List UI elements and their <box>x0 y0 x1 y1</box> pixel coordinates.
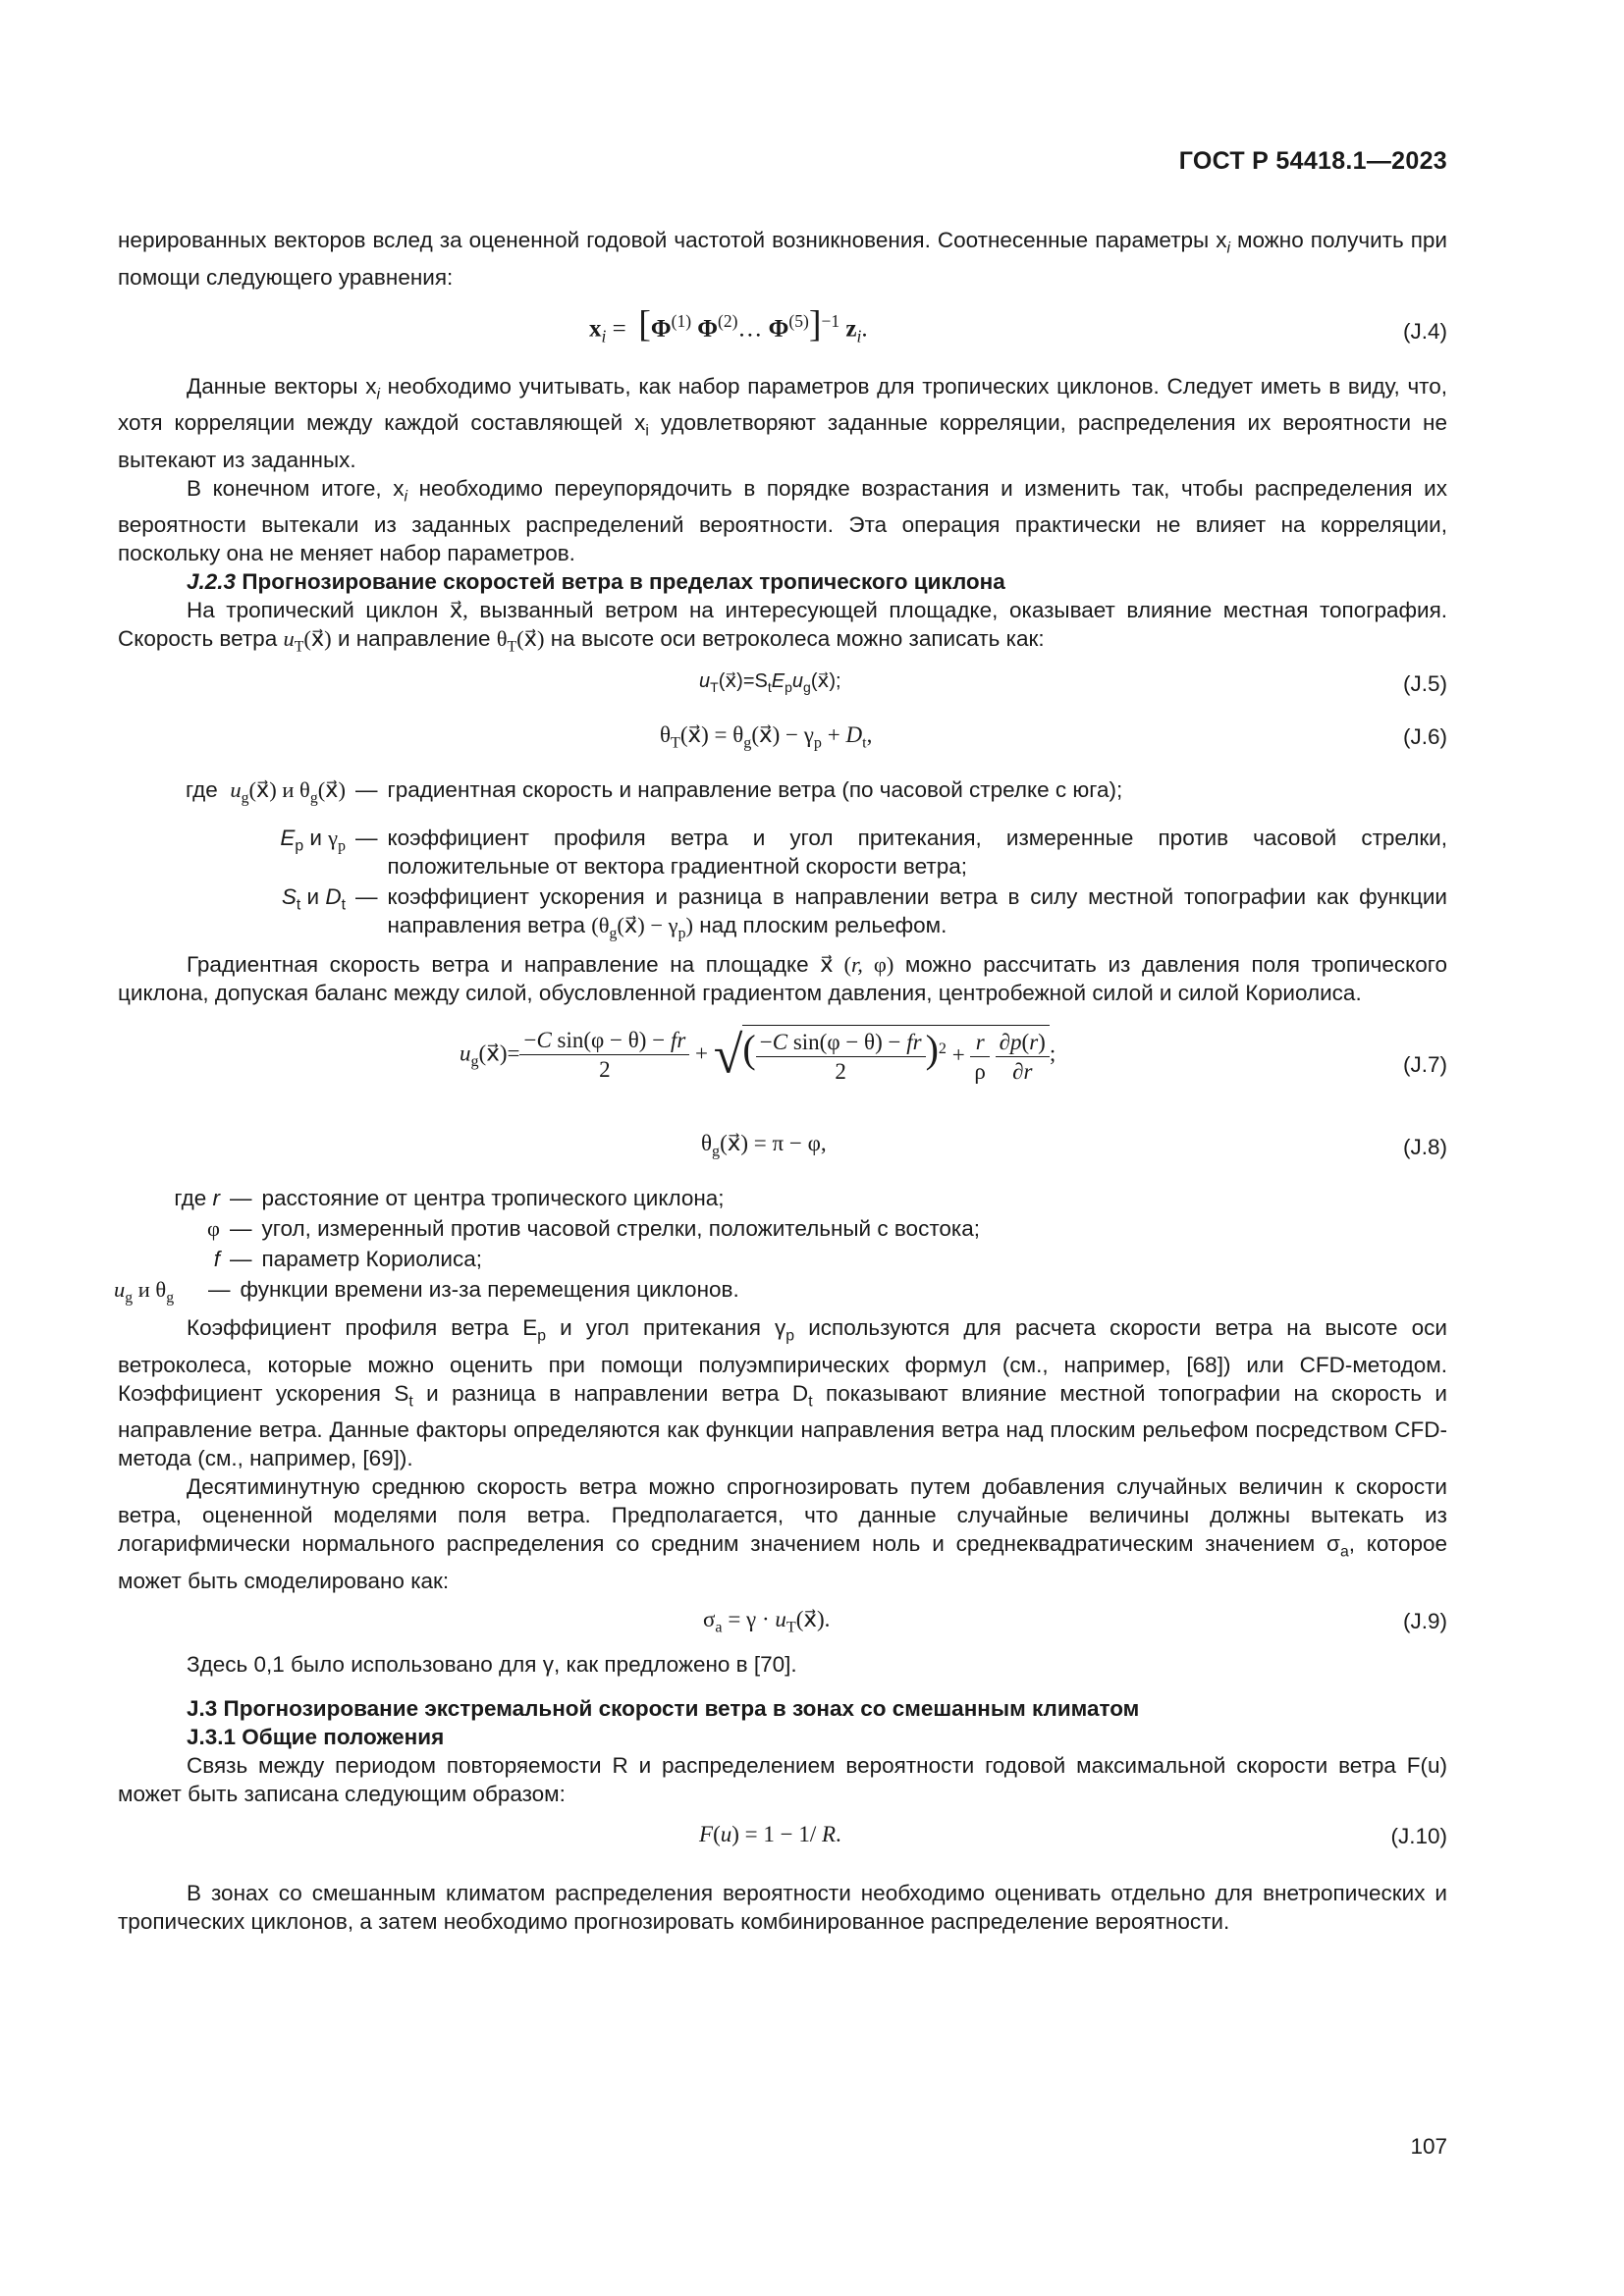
equation-j6: $\theta_T(x⃗)$ = $\theta_g(x⃗) - \gamma_p + D_t$, (J.6) <box>660 721 1447 752</box>
definition-item: $S_t$ и $D_t$ — коэффициент ускорения и разница в направлении ветра в силу местной топографии как функции направления ветра $(\theta_g(x⃗) - \gamma_p)$ над плоским рельефом. <box>281 884 1447 942</box>
definition-item: где $u_g(x⃗)$ и $\theta_g(x⃗)$ — градиентная скорость и направление ветра (по часовой стрелке с юга); <box>185 776 1123 806</box>
section-heading: J.3 Прогнозирование экстремальной скорости ветра в зонах со смешанным климатом <box>187 1695 1140 1721</box>
paragraph: На тропический циклон x⃗, вызванный ветром на интересующей площадке, оказывает влияние местная топография. Скорость ветра $u_T(x⃗)$ и направление $\theta_T(x⃗)$ на высоте оси ветроколеса можно записать как: <box>118 598 1448 656</box>
equation-j4: $x_i = [\Phi^{(1)}$ $\Phi^{(2)}\dots$ $\Phi^{(5)}]^{-1}$ $z_i$. (J.4) <box>589 302 1447 346</box>
paragraph: Здесь 0,1 было использовано для γ, как предложено в [70]. <box>187 1651 797 1677</box>
equation-number: (J.9) <box>1403 1608 1447 1633</box>
paragraph: Коэффициент профиля ветра $E_p$ и угол притекания $\gamma_p$ используются для расчета скорости ветра на высоте оси ветроколеса, которые можно оценить при помощи полуэмпирических формул (см., например, [68]) или CFD-методом. Коэффициент ускорения $S_t$ и разница в направлении ветра $D_t$ показывают влияние местной топографии на скорость и направление ветра. Данные факторы определяются как функции направления ветра над плоским рельефом посредством CFD-метода (см., например, [69]). <box>118 1315 1447 1470</box>
definition-item: $E_p$ и $\gamma_p$ — коэффициент профиля ветра и угол притекания, измеренные против часовой стрелки, положительные от вектора градиентной скорости ветра; <box>280 826 1447 879</box>
paragraph: В зонах со смешанным климатом распределения вероятности необходимо оценивать отдельно для внетропических и тропических циклонов, а затем необходимо прогнозировать комбинированное распределение вероятности. <box>118 1880 1447 1934</box>
definition-item: φ — угол, измеренный против часовой стрелки, положительный с востока; <box>207 1215 980 1241</box>
definitions-list <box>114 1184 1447 1312</box>
definition-item: где r — расстояние от центра тропического циклона; <box>174 1185 725 1210</box>
equation-number: (J.7) <box>1403 1051 1447 1077</box>
equation-number: (J.5) <box>1403 670 1447 696</box>
equation-number: (J.6) <box>1403 723 1447 749</box>
equation-number: (J.4) <box>1403 318 1447 344</box>
page-content <box>114 226 1448 1936</box>
paragraph: В конечном итоге, $x_i$ необходимо переупорядочить в порядке возрастания и изменить так, чтобы распределения их вероятности вытекали из заданных распределений вероятности. Эта операция практически не влияет на корреляции, поскольку она не меняет набор параметров. <box>118 475 1447 565</box>
definition-item: $u_g$ и $\theta_g$ — функции времени из-за перемещения циклонов. <box>114 1276 739 1306</box>
equation-number: (J.8) <box>1403 1134 1447 1159</box>
paragraph: Данные векторы $x_i$ необходимо учитывать, как набор параметров для тропических циклонов. Следует иметь в виду, что, хотя корреляции между каждой составляющей $x_i$ удовлетворяют заданные корреляции, распределения их вероятности не вытекают из заданных. <box>118 373 1447 472</box>
equation-j9: $\sigma_a = \gamma$ · $u_T(x⃗)$. (J.9) <box>703 1606 1447 1636</box>
section-heading: J.2.3 Прогнозирование скоростей ветра в пределах тропического циклона <box>187 569 1005 594</box>
equation-j7: $u_g(x⃗)=$ $\frac{\text{−C sin(φ − θ) − fr}}{2}$ + √( $\frac{\text{−C sin(φ − θ) − fr}}{2}$ )$^2$ + $\frac{r}{\rho}$ $\frac{\partial p(r)}{\partial r}$ ; (J.7) <box>460 1025 1447 1084</box>
equation-j5: $u_T(x⃗)=S_tE_pu_g(x⃗)$; (J.5) <box>699 669 1447 696</box>
page-number: 107 <box>1410 2134 1447 2159</box>
equation-j8: $\theta_g(x⃗) = \pi - \varphi$, (J.8) <box>701 1130 1447 1160</box>
paragraph: нерированных векторов вслед за оцененной годовой частотой возникновения. Соотнесенные параметры $x_i$ можно получить при помощи следующего уравнения: <box>118 228 1447 290</box>
subsection-heading: J.3.1 Общие положения <box>187 1724 445 1749</box>
paragraph: Десятиминутную среднюю скорость ветра можно спрогнозировать путем добавления случайных величин к скорости ветра, оцененной моделями поля ветра. Предполагается, что данные случайные величины должны вытекать из логарифмически нормального распределения со средним значением ноль и среднеквадратическим значением $\sigma_a$, которое может быть смоделировано как: <box>118 1474 1447 1593</box>
equation-number: (J.10) <box>1390 1823 1447 1848</box>
paragraph: Связь между периодом повторяемости R и распределением вероятности годовой максимальной скорости ветра F(u) может быть записана следующим образом: <box>118 1752 1447 1806</box>
definitions-list <box>118 775 1447 948</box>
equation-j10: F(u) = 1 − 1/ R. (J.10) <box>699 1821 1447 1848</box>
document-code: ГОСТ Р 54418.1—2023 <box>1178 147 1447 175</box>
paragraph: Градиентная скорость ветра и направление на площадке x⃗ (r, φ) можно рассчитать из давления поля тропического циклона, допуская баланс между силой, обусловленной градиентом давления, центробежной силой и силой Кориолиса. <box>118 951 1447 1005</box>
definition-item: f — параметр Кориолиса; <box>213 1246 482 1271</box>
